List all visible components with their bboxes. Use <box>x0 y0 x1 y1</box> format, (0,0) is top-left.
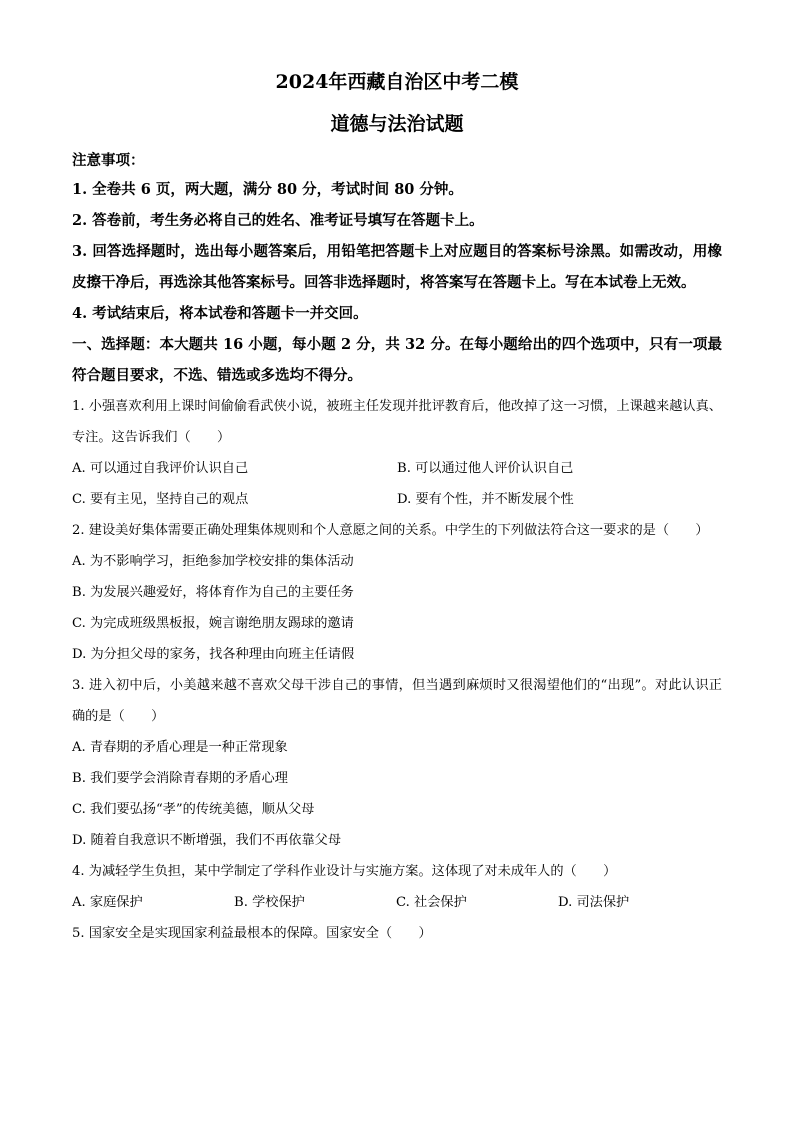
option-c: C. 我们要弘扬“孝”的传统美德，顺从父母 <box>72 802 315 817</box>
notice-item-2: 2. 答卷前，考生务必将自己的姓名、准考证号填写在答题卡上。 <box>72 212 484 229</box>
question-stem: 1. 小强喜欢利用上课时间偷偷看武侠小说，被班主任发现并批评教育后，他改掉了这一习惯，上课越来越认真、专注。这告诉我们（ ） <box>72 399 722 445</box>
notice-heading: 注意事项： <box>72 152 145 169</box>
option-b: B. 为发展兴趣爱好，将体育作为自己的主要任务 <box>72 585 354 600</box>
option-d: D. 要有个性，并不断发展个性 <box>397 492 574 507</box>
option-a: A. 为不影响学习，拒绝参加学校安排的集体活动 <box>72 554 354 569</box>
option-c: C. 社会保护 <box>396 895 467 910</box>
question-stem: 3. 进入初中后，小美越来越不喜欢父母干涉自己的事情，但当遇到麻烦时又很渴望他们的“出现”。对此认识正确的是（ ） <box>72 678 722 724</box>
notice-item-1: 1. 全卷共 6 页，两大题，满分 80 分，考试时间 80 分钟。 <box>72 181 463 198</box>
option-c: C. 为完成班级黑板报，婉言谢绝朋友踢球的邀请 <box>72 616 354 631</box>
question-5 <box>72 918 722 949</box>
option-c: C. 要有主见，坚持自己的观点 <box>72 492 249 507</box>
notice-item-4: 4. 考试结束后，将本试卷和答题卡一并交回。 <box>72 305 368 322</box>
question-1 <box>72 391 722 515</box>
notice-item-3: 3. 回答选择题时，选出每小题答案后，用铅笔把答题卡上对应题目的答案标号涂黑。如需改动，用橡皮擦干净后，再选涂其他答案标号。回答非选择题时，将答案写在答题卡上。写在本试卷上无效。 <box>72 243 722 291</box>
option-b: B. 可以通过他人评价认识自己 <box>397 461 574 476</box>
notice-section <box>72 148 722 329</box>
option-d: D. 司法保护 <box>558 895 630 910</box>
section-heading: 一、选择题：本大题共 16 小题，每小题 2 分，共 32 分。在每小题给出的四个选项中，只有一项最符合题目要求，不选、错选或多选均不得分。 <box>72 336 722 384</box>
question-4 <box>72 856 722 918</box>
question-2 <box>72 515 722 670</box>
question-stem: 2. 建设美好集体需要正确处理集体规则和个人意愿之间的关系。中学生的下列做法符合这一要求的是（ ） <box>72 523 709 538</box>
option-row <box>72 887 722 918</box>
option-a: A. 青春期的矛盾心理是一种正常现象 <box>72 740 288 755</box>
exam-title: 2024年西藏自治区中考二模 <box>275 71 519 93</box>
option-row <box>72 453 722 484</box>
exam-page <box>72 68 722 949</box>
option-a: A. 家庭保护 <box>72 895 143 910</box>
option-a: A. 可以通过自我评价认识自己 <box>72 461 249 476</box>
exam-subtitle: 道德与法治试题 <box>330 113 464 135</box>
option-b: B. 学校保护 <box>234 895 305 910</box>
question-stem: 5. 国家安全是实现国家利益最根本的保障。国家安全（ ） <box>72 926 432 941</box>
option-d: D. 为分担父母的家务，找各种理由向班主任请假 <box>72 647 355 662</box>
question-3 <box>72 670 722 856</box>
option-d: D. 随着自我意识不断增强，我们不再依靠父母 <box>72 833 342 848</box>
question-stem: 4. 为减轻学生负担，某中学制定了学科作业设计与实施方案。这体现了对未成年人的（ ） <box>72 864 617 879</box>
option-row <box>72 484 722 515</box>
option-b: B. 我们要学会消除青春期的矛盾心理 <box>72 771 288 786</box>
